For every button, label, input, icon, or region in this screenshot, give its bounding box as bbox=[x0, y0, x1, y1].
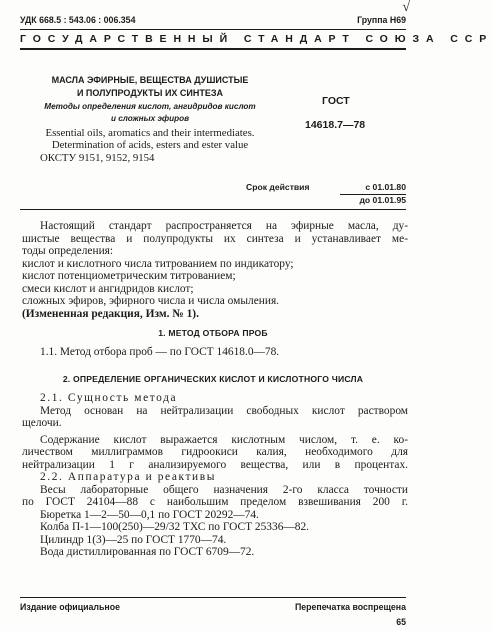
item-1-1: 1.1. Метод отбора проб — по ГОСТ 14618.0—78. bbox=[40, 346, 280, 358]
validity-from: с 01.01.80 bbox=[365, 182, 406, 192]
gost-number: 14618.7—78 bbox=[305, 119, 366, 131]
english-title bbox=[0, 128, 300, 151]
equipment-line: Цилиндр 1(3)—25 по ГОСТ 1770—74. bbox=[40, 533, 227, 546]
official-edition: Издание официальное bbox=[20, 602, 120, 612]
validity-rule bbox=[20, 209, 406, 210]
page-number: 65 bbox=[396, 617, 406, 627]
intro-line: кислот и кислотного числа титрованием по индикатору; bbox=[22, 257, 294, 270]
okstu-code: ОКСТУ 9151, 9152, 9154 bbox=[40, 152, 155, 164]
reprint-prohibited: Перепечатка воспрещена bbox=[294, 602, 406, 612]
intro-line: шистые вещества и полупродукты их синтеза и устанавливает ме- bbox=[22, 232, 408, 245]
content-line: Содержание кислот выражается кислотным числом, т. е. ко- bbox=[40, 433, 408, 446]
title-line-1: МАСЛА ЭФИРНЫЕ, ВЕЩЕСТВА ДУШИСТЫЕ bbox=[51, 75, 249, 85]
intro-line: сложных эфиров, эфирного числа и числа омыления. bbox=[22, 295, 280, 307]
subtitle-line-2: и сложных эфиров bbox=[110, 113, 190, 123]
footer-rule bbox=[20, 597, 406, 598]
intro-line: тоды определения: bbox=[22, 245, 114, 257]
section-2-heading: 2. ОПРЕДЕЛЕНИЕ ОРГАНИЧЕСКИХ КИСЛОТ И КИСЛОТНОГО ЧИСЛА bbox=[62, 374, 364, 384]
gost-label: ГОСТ bbox=[322, 95, 350, 107]
amendment-note: (Измененная редакция, Изм. № 1). bbox=[22, 307, 199, 320]
equipment-line: Бюретка 1—2—50—0,1 по ГОСТ 20292—74. bbox=[40, 508, 259, 521]
equipment-line: Колба П-1—100(250)—29/32 ТХС по ГОСТ 25336—82. bbox=[40, 521, 310, 533]
validity-to: до 01.01.95 bbox=[359, 195, 406, 205]
english-line-1: Essential oils, aromatics and their intermediates. bbox=[45, 127, 255, 139]
content-line: личеством миллиграммов гидроокиси калия, необходимого для bbox=[22, 446, 408, 458]
english-line-2: Determination of acids, esters and ester value bbox=[51, 138, 249, 151]
intro-line: смеси кислот и ангидридов кислот; bbox=[22, 282, 194, 295]
intro-line: кислот потенциометрическим титрованием; bbox=[22, 270, 236, 282]
intro-paragraph bbox=[22, 220, 408, 320]
banner-rule bbox=[20, 48, 406, 50]
item-2-1-heading: 2.1. Сущность метода bbox=[40, 392, 178, 404]
content-line: нейтрализации 1 г анализируемого вещества, или в процентах. bbox=[22, 458, 408, 471]
check-mark-icon: √ bbox=[402, 0, 410, 15]
top-rule bbox=[20, 29, 406, 30]
essence-line: Метод основан на нейтрализации свободных кислот раствором bbox=[40, 404, 408, 417]
intro-line: Настоящий стандарт распространяется на эфирные масла, ду- bbox=[40, 220, 408, 232]
equipment-line: Весы лабораторные общего назначения 2-го класса точности bbox=[40, 483, 408, 496]
section-2-body bbox=[22, 392, 408, 559]
title bbox=[0, 74, 300, 99]
section-1-body bbox=[22, 346, 408, 359]
group-code: Группа Н69 bbox=[357, 15, 406, 25]
subtitle bbox=[0, 101, 300, 124]
section-1-heading: 1. МЕТОД ОТБОРА ПРОБ bbox=[158, 328, 268, 338]
standard-banner: ГОСУДАРСТВЕННЫЙ СТАНДАРТ СОЮЗА ССР bbox=[20, 33, 493, 45]
equipment-line: по ГОСТ 24104—88 с наибольшим пределом взвешивания 200 г. bbox=[22, 496, 408, 508]
item-2-2-heading: 2.2. Аппаратура и реактивы bbox=[40, 471, 216, 483]
subtitle-line-1: Методы определения кислот, ангидридов кислот bbox=[44, 102, 256, 111]
title-line-2: И ПОЛУПРОДУКТЫ ИХ СИНТЕЗА bbox=[76, 87, 224, 98]
udc-code: УДК 668.5 : 543.06 : 006.354 bbox=[20, 15, 136, 25]
essence-line: щелочи. bbox=[22, 417, 62, 429]
validity-label: Срок действия bbox=[246, 182, 310, 192]
equipment-line: Вода дистиллированная по ГОСТ 6709—72. bbox=[40, 546, 255, 558]
